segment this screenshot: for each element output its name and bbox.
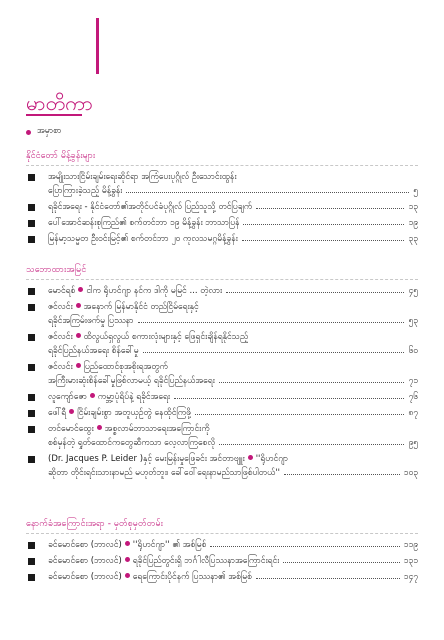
square-bullet-icon <box>28 236 35 243</box>
toc-entry[interactable] <box>26 232 418 246</box>
page-number: ၃၃ <box>408 234 418 244</box>
entry-text: စစ်မှန်တဲ့ ရှုတ်ထောင်ကတွေဆီကသာ လေ့လာကြစေလို <box>48 438 216 448</box>
square-bullet-icon <box>28 334 35 341</box>
entry-text: အကြီးမားဆုံးစိန်ခေါ်မှုဖြစ်လာမယ့် ရခိုင်ပြည်နယ်အရေး <box>48 376 215 386</box>
separator-dot-icon <box>76 363 81 368</box>
entry-text: ရခိုင်အကြမ်းဖက်မှု ပြဿနာ <box>48 316 134 326</box>
toc-entry[interactable] <box>26 538 418 552</box>
section-opinions <box>26 264 418 482</box>
dot-leader <box>143 352 405 353</box>
page-title: မာတိကာ <box>26 91 93 115</box>
square-bullet-icon <box>28 304 35 311</box>
page-number: ၅ <box>413 186 418 196</box>
dot-leader <box>256 578 400 579</box>
square-bullet-icon <box>28 426 35 433</box>
bullet-dot-icon <box>26 130 31 135</box>
toc-entry[interactable] <box>26 570 418 584</box>
toc-entry[interactable] <box>26 170 418 198</box>
page-number: ၄၅ <box>408 286 418 296</box>
page-number: ၅၃ <box>408 316 418 326</box>
dot-leader <box>226 292 404 293</box>
dot-leader <box>126 192 409 193</box>
page-number: ၆၀ <box>408 346 418 356</box>
entry-text: မောင်ရစ် ငါက ရိုဟင်ဂျာ နင်က ဒါကို မမြင် ... တဲ့လား <box>48 286 223 296</box>
dot-leader <box>256 208 404 209</box>
title-underline <box>26 114 82 116</box>
dot-leader <box>174 398 404 399</box>
entry-text: တင်မောင်ထွေး အစ္စလာမ်ဘာသာရေးအကြောင်းကို <box>48 424 210 434</box>
page-number: ၁၃၁ <box>403 556 418 566</box>
separator-dot-icon <box>76 333 81 338</box>
page-number: ၁၉ <box>408 218 418 228</box>
toc-entry[interactable] <box>26 554 418 568</box>
square-bullet-icon <box>28 364 35 371</box>
square-bullet-icon <box>28 174 35 181</box>
entry-text: ဆိုတာ တိုင်းရင်းသားနာမည် မဟုတ်ဘူး၊ ခေါ်ဝေါ်ရေးနာမည်သာဖြစ်ပါတယ်'' <box>48 468 281 478</box>
toc-entry[interactable] <box>26 390 418 404</box>
dot-leader <box>284 474 400 475</box>
separator-dot-icon <box>69 409 74 414</box>
entry-text: ဇင်လင်း ထိလွယ်ရှလွယ် စကားလုံးများနှင့် ဖြေရှင်းချိန်ရနိုင်သည့် <box>48 332 249 342</box>
toc-entry[interactable] <box>26 330 418 358</box>
toc-entry[interactable] <box>26 360 418 388</box>
entry-text: ခင်မောင်စော (ဘာလင်) ''ရိုဟင်ဂျာ'' ၏ အစ်မြစ် <box>48 540 207 550</box>
entry-text: ခင်မောင်စော (ဘာလင်) ရေကြောင်းပိုင်နက် ပြဿနာ၏ အစ်မြစ် <box>48 572 252 582</box>
square-bullet-icon <box>28 410 35 417</box>
section-heading: နောက်ခံအကြောင်းအရာ - မှတ်စုမှတ်တမ်း <box>26 518 418 534</box>
square-bullet-icon <box>28 574 35 581</box>
entry-text: လူကျော်ဇော ကမ္ဘာ့ပုံရိပ်နဲ့ ရခိုင်အရေး <box>48 392 171 402</box>
entry-text: မြန်မာ့သမ္မတ ဦးဝင်းမြင့်၏ စက်တင်ဘာ ၂၀ ကုလသမဂ္ဂမိန့်ခွန်း <box>48 234 238 244</box>
dot-leader <box>219 382 405 383</box>
dot-leader <box>210 546 399 547</box>
section-heading: သဘောထားအမြင် <box>26 264 418 280</box>
page-number: ၁၄၇ <box>403 572 418 582</box>
section-heading: နိုင်ငံတော် မိန့်ခွန်းများ <box>26 150 418 166</box>
toc-entry[interactable] <box>26 200 418 214</box>
separator-dot-icon <box>125 541 130 546</box>
toc-entry[interactable] <box>26 300 418 328</box>
entry-text: ဖေါ်ရီ ငြိမ်းချမ်းစွာ အတူယှဉ်တွဲ နေထိုင်ကြဖို့ <box>48 408 192 418</box>
square-bullet-icon <box>28 558 35 565</box>
separator-dot-icon <box>90 393 95 398</box>
intro-label: အမှာစာ <box>37 126 62 136</box>
dot-leader <box>138 322 405 323</box>
dot-leader <box>219 444 404 445</box>
separator-dot-icon <box>248 455 253 460</box>
page-number: ၁၁၉ <box>403 540 418 550</box>
toc-entry[interactable] <box>26 452 418 480</box>
entry-text: (Dr. Jacques P. Leider )နှင့် မေးမြန်းမှုဖြေခင်း အင်တာဗျူး ''ရိုဟင်ဂျာ <box>48 454 288 464</box>
page-number: ၇၁ <box>408 376 418 386</box>
separator-dot-icon <box>125 573 130 578</box>
separator-dot-icon <box>78 287 83 292</box>
entry-text: ဇင်လင်း အနောက် မြန်မာနိုင်ငံ တည်ငြိမ်ရေးနှင့် <box>48 302 199 312</box>
entry-text: ဇင်လင်း ပြည်ထောင်စုအစိုးရအတွက် <box>48 362 168 372</box>
page-number: ၈၇ <box>408 408 418 418</box>
dot-leader <box>243 224 404 225</box>
entry-text: ခင်မောင်စော (ဘာလင်) ရခိုင်ပြည်တွင်းရှိ ဘင်္ဂါလီပြဿနာအကြောင်းရင်း <box>48 556 280 566</box>
toc-entry[interactable] <box>26 216 418 230</box>
separator-dot-icon <box>76 303 81 308</box>
dot-leader <box>242 240 405 241</box>
square-bullet-icon <box>28 394 35 401</box>
toc-entry[interactable] <box>26 406 418 420</box>
separator-dot-icon <box>97 425 102 430</box>
entry-text: ရခိုင်ပြည်နယ်အရေး စိန်ခေါ်မှု <box>48 346 139 356</box>
entry-text: ပြောကြားခဲ့သည့် မိန့်ခွန်း <box>48 186 123 196</box>
toc-entry[interactable] <box>26 422 418 450</box>
entry-text: ပေါ်အောင်ဆန်းစုကြည်၏ စက်တင်ဘာ ၁၉ မိန့်ခွန်း ဘာသာပြန် <box>48 218 240 228</box>
square-bullet-icon <box>28 288 35 295</box>
decorative-vertical-line <box>96 18 99 74</box>
square-bullet-icon <box>28 542 35 549</box>
entry-text: အမျိုးသားငြိမ်းချမ်းရေးဆိုင်ရာ အကြံပေးပုဂ္ဂိုလ် ဦးသောင်းထွန်း <box>48 172 237 182</box>
section-state-speeches <box>26 150 418 248</box>
intro-entry <box>26 126 61 138</box>
square-bullet-icon <box>28 204 35 211</box>
dot-leader <box>283 562 399 563</box>
toc-entry[interactable] <box>26 284 418 298</box>
page-number: ၁၃ <box>408 202 418 212</box>
page-number: ၉၅ <box>408 438 418 448</box>
separator-dot-icon <box>125 557 130 562</box>
page-number: ၁၀၃ <box>403 468 418 478</box>
page-number: ၇၆ <box>408 392 418 402</box>
dot-leader <box>195 414 404 415</box>
section-background-notes <box>26 518 418 586</box>
entry-text: ရခိုင်အရေး - နိုင်ငံတော်၏အတိုင်ပင်ခံပုဂ္ဂိုလ် ပြည်သူသို့ တင်ပြချက် <box>48 202 253 212</box>
square-bullet-icon <box>28 456 35 463</box>
square-bullet-icon <box>28 220 35 227</box>
